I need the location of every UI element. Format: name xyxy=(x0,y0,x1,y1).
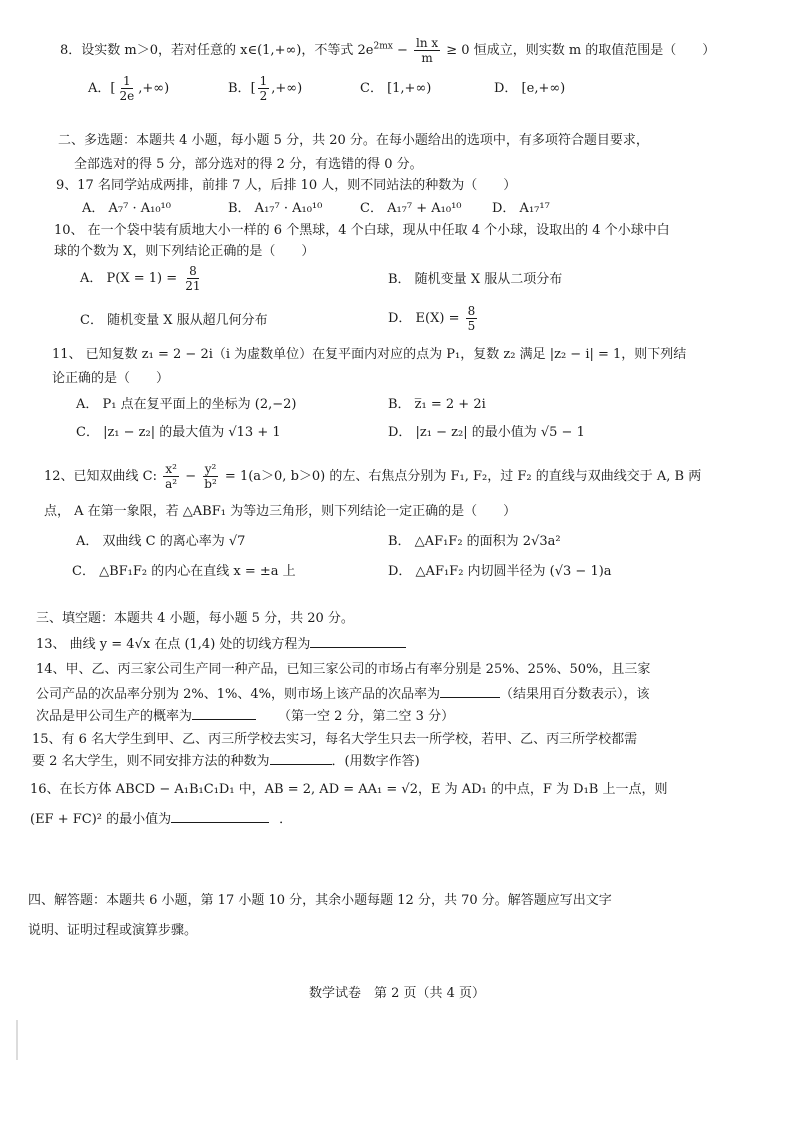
q10-stem-line2: 球的个数为 X，则下列结论正确的是（ ） xyxy=(54,244,315,259)
q16-answer-blank[interactable] xyxy=(171,822,269,823)
q9-option-c: C． A₁₇⁷ + A₁₀¹⁰ xyxy=(360,201,462,216)
q10-option-d-text: D． E(X) = xyxy=(388,311,464,326)
q8-option-b-open: [ xyxy=(250,81,256,96)
q10-option-d-num: 8 xyxy=(467,304,476,318)
q10-option-d-den: 5 xyxy=(467,319,476,333)
q8-option-a-open: [ xyxy=(110,81,116,96)
q10-option-a xyxy=(80,264,205,293)
q15-stem: 15、有 6 名大学生到甲、乙、丙三所学校去实习，每名大学生只去一所学校，若甲、乙、丙三所学校都需 xyxy=(32,732,638,747)
q16-stem: 16、在长方体 ABCD − A₁B₁C₁D₁ 中，AB = 2, AD = AA₁ = √2，E 为 AD₁ 的中点，F 为 D₁B 上一点，则 xyxy=(30,782,668,797)
q8-option-a-den: 2e xyxy=(119,89,135,103)
q12-fraction-x-den: a² xyxy=(165,477,178,491)
q8-option-a xyxy=(88,74,169,103)
q11-stem: 11、 已知复数 z₁ = 2 − 2i（i 为虚数单位）在复平面内对应的点为 P₁，复数 z₂ 满足 |z₂ − i| = 1，则下列结 xyxy=(52,347,687,362)
q8-exponent: 2mx xyxy=(373,41,393,52)
q11-option-a: A． P₁ 点在复平面上的坐标为 (2,−2) xyxy=(76,397,297,412)
q8-frac-num: ln x xyxy=(415,36,439,50)
q10-option-a-fraction xyxy=(183,264,202,293)
section4-heading-line2: 说明、证明过程或演算步骤。 xyxy=(28,923,198,938)
q11-stem-line2: 论正确的是（ ） xyxy=(52,371,170,386)
q11-option-b: B． z̅₁ = 2 + 2i xyxy=(388,397,486,412)
q9-stem: 9、17 名同学站成两排，前排 7 人，后排 10 人，则不同站法的种数为（ ） xyxy=(56,178,517,193)
section3-heading: 三、填空题：本题共 4 小题，每小题 5 分，共 20 分。 xyxy=(36,611,354,626)
q16-line2-text-a: (EF + FC)² 的最小值为 xyxy=(30,812,172,827)
q15-answer-blank[interactable] xyxy=(270,764,332,765)
q14-answer-blank-2[interactable] xyxy=(192,719,256,720)
q8-minus: − xyxy=(392,43,412,58)
q16-stem-line2 xyxy=(30,811,292,829)
q10-stem: 10、 在一个袋中装有质地大小一样的 6 个黑球，4 个白球，现从中任取 4 个小球，设取出的 4 个小球中白 xyxy=(54,223,670,238)
q10-option-a-text: A． P(X = 1) = xyxy=(80,271,182,286)
q10-option-b: B． 随机变量 X 服从二项分布 xyxy=(388,272,563,287)
q15-line2-text-a: 要 2 名大学生，则不同安排方法的种数为 xyxy=(32,754,270,769)
q8-stem xyxy=(60,36,715,65)
q8-option-a-num: 1 xyxy=(123,74,131,88)
q10-option-d-fraction xyxy=(466,304,478,333)
q8-frac-den: m xyxy=(421,51,433,65)
q8-option-a-close: ,+∞) xyxy=(138,81,170,96)
q14-line2-text-a: 公司产品的次品率分别为 2%、1%、4%，则市场上该产品的次品率为 xyxy=(36,687,441,702)
q8-stem-prefix: 8．设实数 m＞0，若对任意的 x∈(1,+∞)，不等式 2e xyxy=(60,43,374,58)
q13-answer-blank[interactable] xyxy=(310,647,406,648)
page-footer: 数学试卷 第 2 页（共 4 页） xyxy=(308,986,486,1001)
q12-stem-post: = 1(a＞0, b＞0) 的左、右焦点分别为 F₁, F₂，过 F₂ 的直线与双曲线交于 A, B 两 xyxy=(220,469,702,484)
q8-option-b-den: 2 xyxy=(259,89,268,103)
q8-option-a-label: A． xyxy=(88,81,111,96)
q10-option-a-den: 21 xyxy=(185,279,201,293)
q14-stem-line2 xyxy=(36,686,650,704)
q12-fraction-y xyxy=(202,462,219,491)
q8-option-b xyxy=(228,74,302,103)
q13-text: 13、 曲线 y = 4√x 在点 (1,4) 处的切线方程为 xyxy=(36,637,311,652)
q8-stem-suffix: ≥ 0 恒成立，则实数 m 的取值范围是（ ） xyxy=(442,43,716,58)
section2-heading-line2: 全部选对的得 5 分，部分选对的得 2 分，有选错的得 0 分。 xyxy=(74,157,423,172)
q8-option-b-fraction xyxy=(258,74,270,103)
q8-option-c: C． [1,+∞) xyxy=(360,81,432,96)
q14-stem: 14、甲、乙、丙三家公司生产同一种产品，已知三家公司的市场占有率分别是 25%、25%、50%，且三家 xyxy=(36,662,651,677)
q11-option-d: D． |z₁ − z₂| 的最小值为 √5 − 1 xyxy=(388,425,585,440)
q8-fraction xyxy=(414,36,440,65)
q8-option-b-label: B． xyxy=(228,81,251,96)
q12-minus: − xyxy=(181,469,201,484)
q8-option-b-num: 1 xyxy=(259,74,268,88)
q16-line2-text-b: ． xyxy=(279,812,293,827)
q12-fraction-x xyxy=(163,462,179,491)
q15-stem-line2 xyxy=(32,753,420,771)
q12-stem-pre: 12、已知双曲线 C: xyxy=(44,469,162,484)
q12-option-a: A． 双曲线 C 的离心率为 √7 xyxy=(76,534,246,549)
section2-heading: 二、多选题：本题共 4 小题，每小题 5 分，共 20 分。在每小题给出的选项中，有多项符合题目要求， xyxy=(58,133,649,148)
q14-line3-text-b: （第一空 2 分，第二空 3 分） xyxy=(278,709,455,724)
q14-stem-line3 xyxy=(36,708,454,726)
q14-line2-text-b: （结果用百分数表示），该 xyxy=(500,687,650,702)
q10-option-c: C． 随机变量 X 服从超几何分布 xyxy=(80,313,268,328)
q10-option-a-num: 8 xyxy=(189,264,197,278)
q15-line2-text-b: ．(用数字作答) xyxy=(331,754,420,769)
q12-fraction-y-den: b² xyxy=(204,477,217,491)
scan-edge-mark xyxy=(16,1020,18,1060)
q10-option-d xyxy=(388,304,479,333)
q11-option-c: C． |z₁ − z₂| 的最大值为 √13 + 1 xyxy=(76,425,281,440)
q12-option-c: C． △BF₁F₂ 的内心在直线 x = ±a 上 xyxy=(72,564,296,579)
q9-option-b: B． A₁₇⁷ · A₁₀¹⁰ xyxy=(228,201,323,216)
q14-answer-blank-1[interactable] xyxy=(440,697,500,698)
section4-heading: 四、解答题：本题共 6 小题，第 17 小题 10 分，其余小题每题 12 分，共 70 分。解答题应写出文字 xyxy=(28,893,612,908)
q12-stem xyxy=(44,462,701,491)
q8-option-b-close: ,+∞) xyxy=(271,81,303,96)
q9-option-d: D． A₁₇¹⁷ xyxy=(492,201,550,216)
q12-fraction-y-num: y² xyxy=(204,462,217,476)
q14-line3-text-a: 次品是甲公司生产的概率为 xyxy=(36,709,193,724)
q12-stem-line2: 点， A 在第一象限，若 △ABF₁ 为等边三角形，则下列结论一定正确的是（ ） xyxy=(44,504,517,519)
q13-stem xyxy=(36,636,406,654)
q8-option-d: D． [e,+∞) xyxy=(494,81,566,96)
q12-option-d: D． △AF₁F₂ 内切圆半径为 (√3 − 1)a xyxy=(388,564,612,579)
q12-fraction-x-num: x² xyxy=(165,462,177,476)
q9-option-a: A． A₇⁷ · A₁₀¹⁰ xyxy=(82,201,171,216)
q8-option-a-fraction xyxy=(117,74,136,103)
q12-option-b: B． △AF₁F₂ 的面积为 2√3a² xyxy=(388,534,561,549)
